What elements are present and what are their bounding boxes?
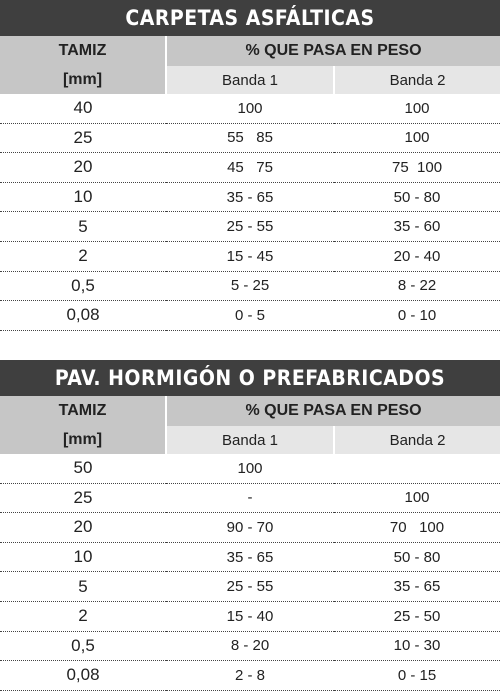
tamiz-cell: 40 <box>0 94 166 123</box>
band2-cell: 25 - 50 <box>334 601 500 631</box>
tamiz-cell: 0,08 <box>0 661 166 691</box>
band1-cell: 90 - 70 <box>166 513 334 543</box>
tamiz-cell: 10 <box>0 182 166 212</box>
table-body <box>0 454 500 690</box>
tamiz-cell: 50 <box>0 454 166 483</box>
tamiz-label: TAMIZ <box>58 42 107 59</box>
band1-cell: 15 - 45 <box>166 241 334 271</box>
band1-cell: 55 85 <box>166 123 334 153</box>
tamiz-cell: 10 <box>0 542 166 572</box>
table-row <box>0 241 500 271</box>
band2-cell: 35 - 60 <box>334 212 500 242</box>
pasa-header: % QUE PASA EN PESO <box>166 396 500 426</box>
band2-cell: 100 <box>334 94 500 123</box>
band1-cell: - <box>166 483 334 513</box>
table-row <box>0 182 500 212</box>
table-row <box>0 153 500 183</box>
band1-cell: 100 <box>166 94 334 123</box>
table-body <box>0 94 500 330</box>
table-row <box>0 542 500 572</box>
table-row <box>0 631 500 661</box>
band1-cell: 35 - 65 <box>166 182 334 212</box>
band1-cell: 15 - 40 <box>166 601 334 631</box>
band1-cell: 45 75 <box>166 153 334 183</box>
band1-header: Banda 1 <box>166 426 334 454</box>
band2-cell: 35 - 65 <box>334 572 500 602</box>
table-pav-hormigon <box>0 360 500 691</box>
band2-cell <box>334 454 500 483</box>
band1-cell: 0 - 5 <box>166 301 334 331</box>
tamiz-cell: 2 <box>0 241 166 271</box>
unit-label: [mm] <box>62 431 103 448</box>
band2-cell: 0 - 15 <box>334 661 500 691</box>
band2-cell: 75 100 <box>334 153 500 183</box>
band1-cell: 5 - 25 <box>166 271 334 301</box>
table-title: CARPETAS ASFÁLTICAS <box>0 0 500 36</box>
band1-header: Banda 1 <box>166 66 334 94</box>
tamiz-cell: 25 <box>0 123 166 153</box>
band2-cell: 100 <box>334 483 500 513</box>
tamiz-header <box>0 36 166 94</box>
tamiz-cell: 20 <box>0 513 166 543</box>
band2-cell: 70 100 <box>334 513 500 543</box>
band1-cell: 8 - 20 <box>166 631 334 661</box>
table-row <box>0 601 500 631</box>
unit-label: [mm] <box>62 71 103 88</box>
grading-table <box>0 36 500 331</box>
band1-cell: 25 - 55 <box>166 212 334 242</box>
tamiz-cell: 0,5 <box>0 271 166 301</box>
band2-cell: 100 <box>334 123 500 153</box>
band1-cell: 2 - 8 <box>166 661 334 691</box>
table-row <box>0 483 500 513</box>
tamiz-label: TAMIZ <box>58 402 107 419</box>
table-row <box>0 123 500 153</box>
table-carpetas-asfalticas <box>0 0 500 331</box>
band2-cell: 0 - 10 <box>334 301 500 331</box>
band1-cell: 35 - 65 <box>166 542 334 572</box>
tamiz-cell: 0,08 <box>0 301 166 331</box>
band2-header: Banda 2 <box>334 66 500 94</box>
band2-cell: 20 - 40 <box>334 241 500 271</box>
grading-table <box>0 396 500 691</box>
band2-cell: 8 - 22 <box>334 271 500 301</box>
tamiz-header <box>0 396 166 454</box>
band2-cell: 50 - 80 <box>334 182 500 212</box>
table-row <box>0 513 500 543</box>
table-row <box>0 454 500 483</box>
band2-header: Banda 2 <box>334 426 500 454</box>
table-row <box>0 301 500 331</box>
tamiz-cell: 25 <box>0 483 166 513</box>
pasa-header: % QUE PASA EN PESO <box>166 36 500 66</box>
band1-cell: 100 <box>166 454 334 483</box>
tamiz-cell: 2 <box>0 601 166 631</box>
table-row <box>0 572 500 602</box>
table-row <box>0 94 500 123</box>
table-row <box>0 661 500 691</box>
tamiz-cell: 0,5 <box>0 631 166 661</box>
table-row <box>0 271 500 301</box>
band1-cell: 25 - 55 <box>166 572 334 602</box>
table-title: PAV. HORMIGÓN O PREFABRICADOS <box>0 360 500 396</box>
band2-cell: 10 - 30 <box>334 631 500 661</box>
tamiz-cell: 5 <box>0 212 166 242</box>
tamiz-cell: 5 <box>0 572 166 602</box>
table-row <box>0 212 500 242</box>
band2-cell: 50 - 80 <box>334 542 500 572</box>
tamiz-cell: 20 <box>0 153 166 183</box>
